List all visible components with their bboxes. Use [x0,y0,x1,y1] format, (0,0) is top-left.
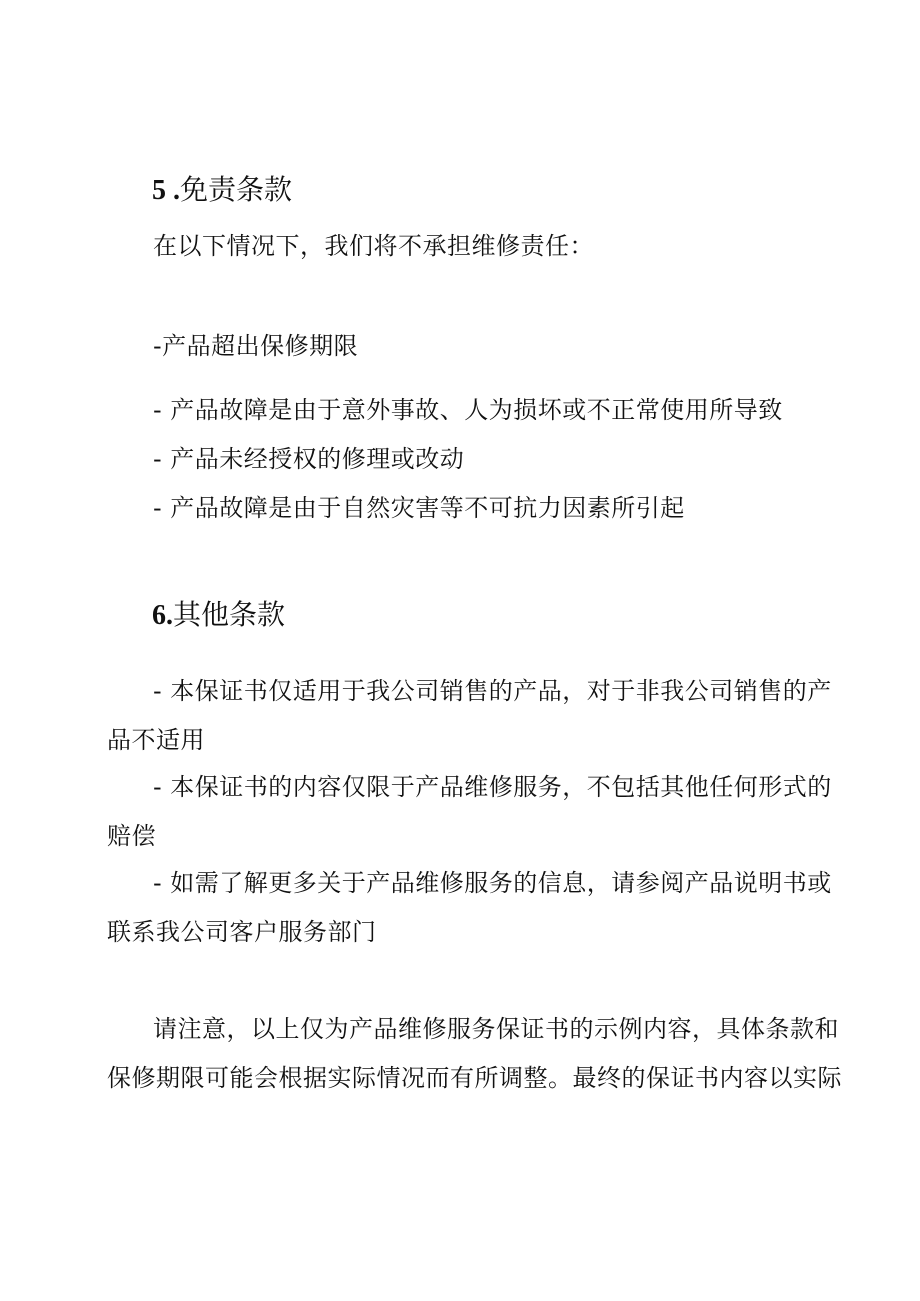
section-6-item-line2: 赔偿 [107,822,156,850]
section-5-item: - 产品未经授权的修理或改动 [153,445,465,473]
section-5-heading [152,172,292,209]
section-6-item-line1: - 本保证书的内容仅限于产品维修服务，不包括其他任何形式的 [153,773,832,801]
section-6-item-line2: 品不适用 [107,726,205,754]
note-line2: 保修期限可能会根据实际情况而有所调整。最终的保证书内容以实际 [107,1064,842,1092]
section-6-item-line1: - 本保证书仅适用于我公司销售的产品，对于非我公司销售的产 [153,677,832,705]
section-6-item-line2: 联系我公司客户服务部门 [107,918,377,946]
section-6-number: 6. [152,600,173,631]
section-6-title: 其他条款 [173,598,286,631]
section-5-item: - 产品故障是由于自然灾害等不可抗力因素所引起 [153,494,685,522]
section-5-item: - 产品故障是由于意外事故、人为损坏或不正常使用所导致 [153,396,783,424]
section-5-number: 5 . [152,175,180,206]
section-6-heading [152,597,285,634]
section-5-intro: 在以下情况下，我们将不承担维修责任： [153,232,594,260]
note-line1: 请注意，以上仅为产品维修服务保证书的示例内容，具体条款和 [153,1015,839,1043]
section-5-item: -产品超出保修期限 [153,332,359,360]
section-5-title: 免责条款 [180,173,293,206]
section-6-item-line1: - 如需了解更多关于产品维修服务的信息，请参阅产品说明书或 [153,869,832,897]
